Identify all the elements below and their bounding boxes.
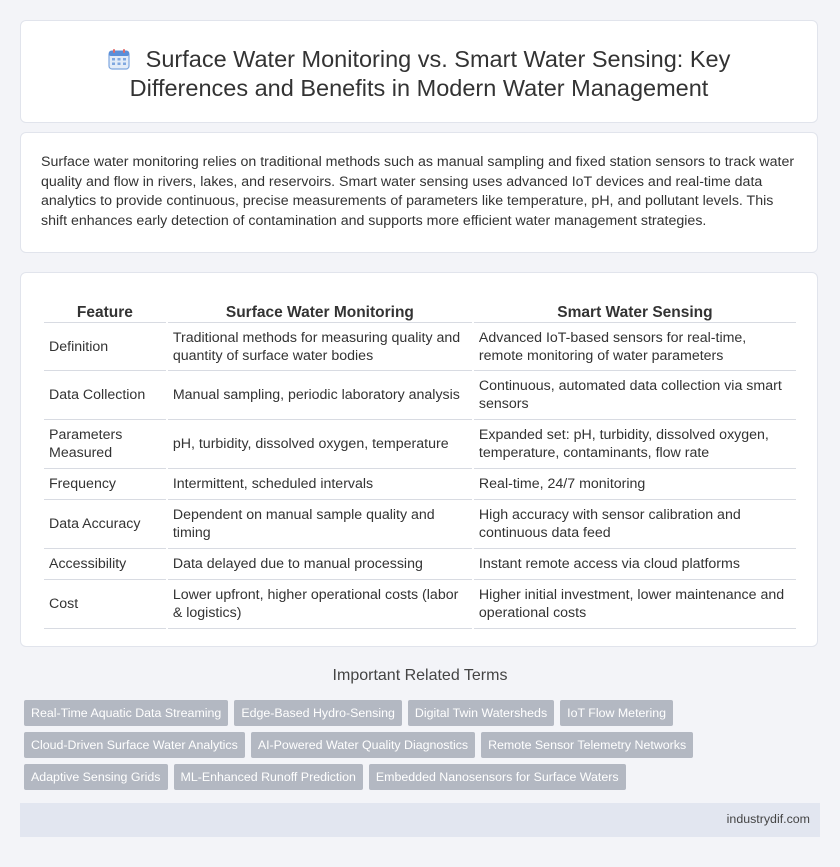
related-term-tag[interactable]: Edge-Based Hydro-Sensing <box>234 700 402 726</box>
tag-row <box>24 764 744 790</box>
table-cell: Real-time, 24/7 monitoring <box>474 469 796 500</box>
table-row <box>44 371 796 420</box>
footer-site-link[interactable]: industrydif.com <box>726 812 810 826</box>
related-terms-title: Important Related Terms <box>332 667 508 684</box>
header-feature: Feature <box>44 294 166 323</box>
table-cell: Frequency <box>44 469 166 500</box>
footer <box>20 803 820 837</box>
table-row <box>44 500 796 549</box>
related-term-tag[interactable]: Real-Time Aquatic Data Streaming <box>24 700 228 726</box>
table-cell: Definition <box>44 323 166 371</box>
related-term-tag[interactable]: Remote Sensor Telemetry Networks <box>481 732 693 758</box>
intro-paragraph: Surface water monitoring relies on traditional methods such as manual sampling and fixed station sensors to track water quality and flow in rivers, lakes, and reservoirs. Smart water sensing uses advanced IoT devices and real-time data analytics to provide continuous, precise measurements of parameters like temperature, pH, and pollutant levels. This shift enhances early detection of contamination and supports more efficient water management strategies. <box>41 154 795 229</box>
table-cell: pH, turbidity, dissolved oxygen, temperature <box>168 420 472 469</box>
table-cell: Parameters Measured <box>44 420 166 469</box>
tag-row <box>24 732 744 758</box>
related-term-tag[interactable]: Adaptive Sensing Grids <box>24 764 168 790</box>
table-cell: High accuracy with sensor calibration and continuous data feed <box>474 500 796 549</box>
related-term-tag[interactable]: IoT Flow Metering <box>560 700 673 726</box>
related-term-tag[interactable]: Cloud-Driven Surface Water Analytics <box>24 732 245 758</box>
header-surface-water-monitoring: Surface Water Monitoring <box>168 294 472 323</box>
title-card <box>20 20 818 123</box>
table-cell: Manual sampling, periodic laboratory analysis <box>168 371 472 420</box>
related-term-tag[interactable]: AI-Powered Water Quality Diagnostics <box>251 732 475 758</box>
table-cell: Data Accuracy <box>44 500 166 549</box>
table-cell: Expanded set: pH, turbidity, dissolved oxygen, temperature, contaminants, flow rate <box>474 420 796 469</box>
table-cell: Accessibility <box>44 549 166 580</box>
table-cell: Advanced IoT-based sensors for real-time, remote monitoring of water parameters <box>474 323 796 371</box>
table-row <box>44 323 796 371</box>
related-term-tag[interactable]: Embedded Nanosensors for Surface Waters <box>369 764 626 790</box>
comparison-card <box>20 272 818 647</box>
table-cell: Intermittent, scheduled intervals <box>168 469 472 500</box>
table-row <box>44 580 796 629</box>
table-cell: Lower upfront, higher operational costs (labor & logistics) <box>168 580 472 629</box>
table-cell: Higher initial investment, lower maintenance and operational costs <box>474 580 796 629</box>
table-cell: Dependent on manual sample quality and timing <box>168 500 472 549</box>
table-row <box>44 469 796 500</box>
comparison-table <box>42 294 798 629</box>
page-title <box>21 21 817 103</box>
table-cell: Traditional methods for measuring quality and quantity of surface water bodies <box>168 323 472 371</box>
page-title-text: Surface Water Monitoring vs. Smart Water Sensing: Key Differences and Benefits in Modern Water Management <box>129 46 731 101</box>
table-row <box>44 549 796 580</box>
related-terms-list <box>24 700 744 796</box>
table-cell: Data delayed due to manual processing <box>168 549 472 580</box>
tag-row <box>24 700 744 726</box>
table-cell: Data Collection <box>44 371 166 420</box>
table-cell: Continuous, automated data collection via smart sensors <box>474 371 796 420</box>
table-cell: Cost <box>44 580 166 629</box>
related-term-tag[interactable]: ML-Enhanced Runoff Prediction <box>174 764 363 790</box>
header-smart-water-sensing: Smart Water Sensing <box>474 294 796 323</box>
table-header-row <box>44 294 796 323</box>
table-row <box>44 420 796 469</box>
table-cell: Instant remote access via cloud platforms <box>474 549 796 580</box>
related-term-tag[interactable]: Digital Twin Watersheds <box>408 700 554 726</box>
intro-card <box>20 132 818 253</box>
calendar-icon <box>108 48 130 70</box>
